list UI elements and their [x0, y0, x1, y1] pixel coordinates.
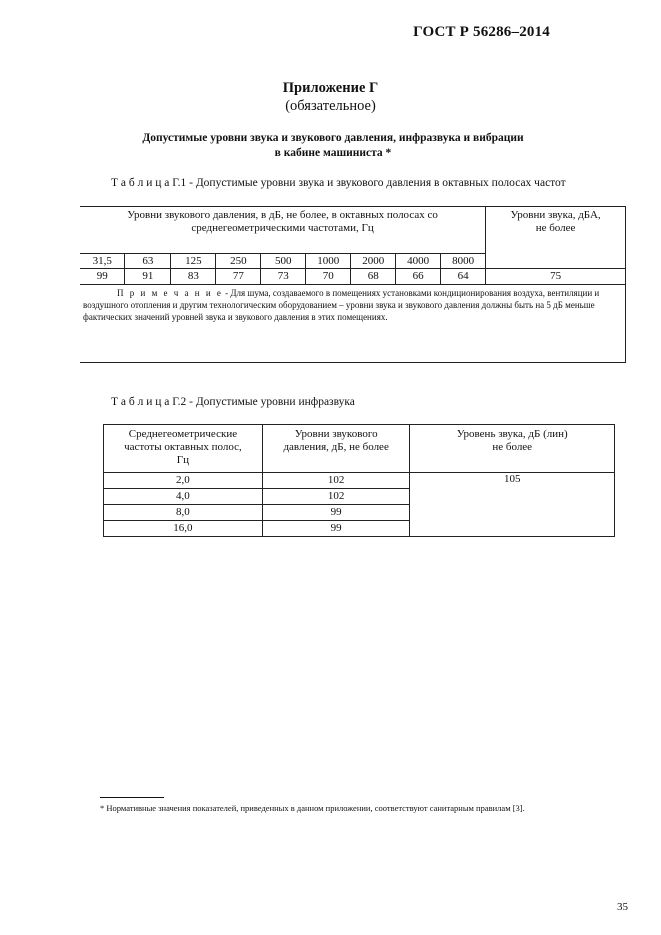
table1-sound-levels: [80, 206, 626, 363]
table2-freq-cell: 8,0: [104, 505, 263, 521]
appendix-subtitle: (обязательное): [285, 98, 376, 114]
table1-note: [80, 285, 626, 363]
table1-caption: [80, 177, 625, 190]
table1-note-text: - Для шума, создаваемого в помещениях установками кондиционирования воздуха, вентиляции и воздушного отопления и другим технологическим оборудованием – уровни звука и звукового давления должны быть на 5 дБ меньше фактических значений уровней звука и звукового давления в этих помещениях.: [83, 288, 600, 322]
table1-freq-cell: 500: [261, 254, 306, 269]
table1-level-cell: 77: [216, 269, 261, 285]
table2-infrasound-levels: [103, 424, 615, 537]
table1-freq-cell: 4000: [396, 254, 441, 269]
appendix-title: Приложение Г: [282, 80, 379, 96]
table2-level-cell: 102: [262, 473, 410, 489]
document-header-standard: ГОСТ Р 56286–2014: [413, 24, 550, 40]
table1-freq-cell: 1000: [306, 254, 351, 269]
table1-freq-cell: 31,5: [80, 254, 125, 269]
table1-level-cell: 91: [125, 269, 171, 285]
table2-freq-cell: 4,0: [104, 489, 263, 505]
table2-caption-text: - Допустимые уровни инфразвука: [186, 396, 355, 408]
table1-note-label: П р и м е ч а н и е: [117, 288, 223, 298]
table1-level-cell: 83: [171, 269, 216, 285]
table2-header-sound-level: Уровень звука, дБ (лин) не более: [410, 425, 615, 473]
table1-caption-label: Т а б л и ц а Г.1: [111, 177, 187, 189]
table2-freq-cell: 16,0: [104, 521, 263, 537]
table2-caption: [111, 396, 355, 409]
table2-level-cell: 102: [262, 489, 410, 505]
table1-level-cell: 99: [80, 269, 125, 285]
table1-sound-level-cell: 75: [486, 269, 626, 285]
table1-header-sound-level: [486, 207, 626, 269]
section-title-line-1: Допустимые уровни звука и звукового давления, инфразвука и вибрации: [142, 132, 524, 144]
table1-header-octave-levels-line-1: Уровни звукового давления, в дБ, не более, в октавных полосах со: [127, 209, 438, 221]
table1-level-cell: 68: [351, 269, 396, 285]
table2-freq-cell: 2,0: [104, 473, 263, 489]
table1-level-cell: 73: [261, 269, 306, 285]
table2-sound-level-cell: 105: [410, 473, 615, 537]
footnote-divider: [100, 797, 164, 798]
table2-level-cell: 99: [262, 521, 410, 537]
table1-freq-cell: 8000: [441, 254, 486, 269]
table1-header-octave-levels-line-2: среднегеометрическими частотами, Гц: [191, 222, 374, 234]
table1-level-cell: 70: [306, 269, 351, 285]
footnote: * Нормативные значения показателей, приведенных в данном приложении, соответствуют санитарным правилам [3].: [100, 803, 525, 813]
table1-freq-cell: 250: [216, 254, 261, 269]
table1-caption-text: - Допустимые уровни звука и звукового давления в октавных полосах частот: [186, 177, 566, 189]
table1-freq-cell: 125: [171, 254, 216, 269]
table2-level-cell: 99: [262, 505, 410, 521]
page-number: 35: [617, 901, 628, 913]
table1-freq-cell: 63: [125, 254, 171, 269]
table2-header-frequency: Среднегеометрические частоты октавных полос, Гц: [104, 425, 263, 473]
table1-header-octave-levels: [80, 207, 486, 254]
table2-header-pressure-level: Уровни звукового давления, дБ, не более: [262, 425, 410, 473]
table1-header-sound-level-line-2: не более: [535, 222, 576, 234]
table1-level-cell: 66: [396, 269, 441, 285]
table1-level-cell: 64: [441, 269, 486, 285]
section-title: [80, 131, 586, 161]
table1-header-sound-level-line-1: Уровни звука, дБА,: [510, 209, 601, 221]
table1-freq-cell: 2000: [351, 254, 396, 269]
table2-caption-label: Т а б л и ц а Г.2: [111, 396, 187, 408]
section-title-line-2: в кабине машиниста *: [274, 147, 392, 159]
